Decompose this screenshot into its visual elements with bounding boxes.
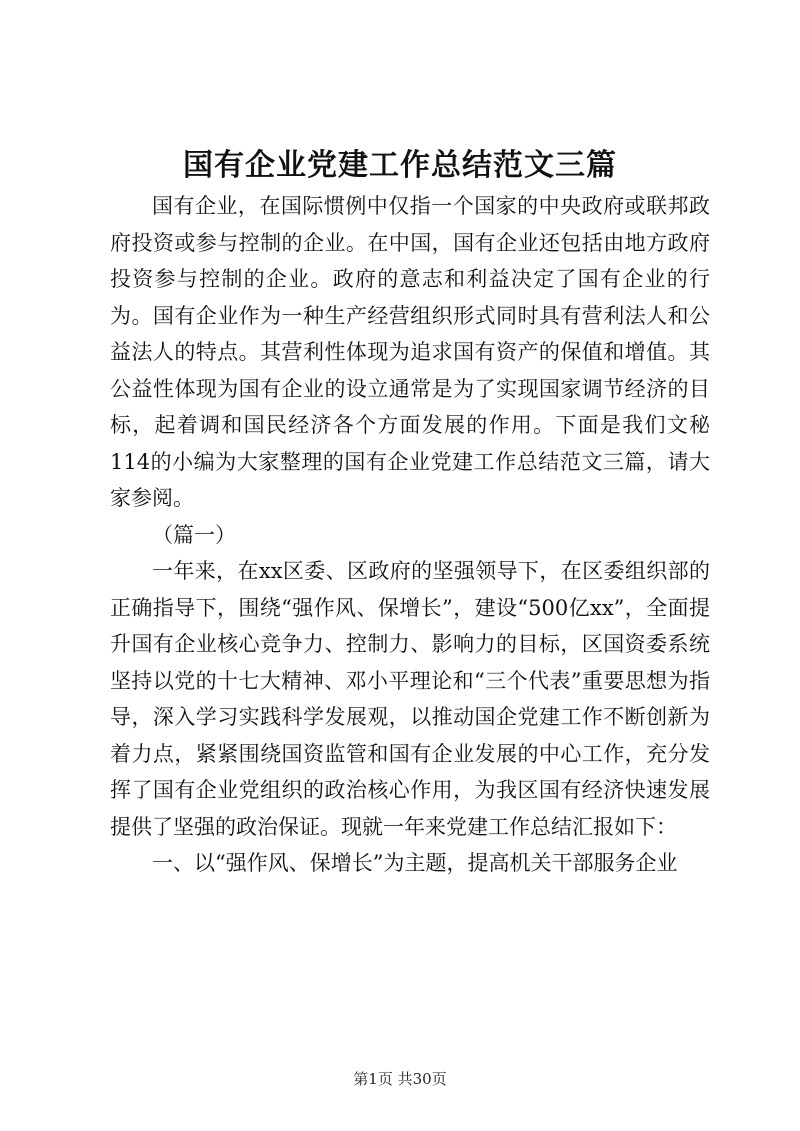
- paragraph-section-one-heading: 一、以“强作风、保增长”为主题，提高机关干部服务企业: [152, 851, 678, 875]
- document-title: 国有企业党建工作总结范文三篇: [183, 148, 617, 183]
- document-body: [110, 188, 710, 882]
- section-heading-part-one: （篇一）: [152, 522, 236, 547]
- paragraph-intro: 国有企业，在国际惯例中仅指一个国家的中央政府或联邦政府投资或参与控制的企业。在中国，国有企业还包括由地方政府投资参与控制的企业。政府的意志和利益决定了国有企业的行为。国有企业作为一种生产经营组织形式同时具有营利法人和公益法人的特点。其营利性体现为追求国有资产的保值和增值。其公益性体现为国有企业的设立通常是为了实现国家调节经济的目标，起着调和国民经济各个方面发展的作用。下面是我们文秘114的小编为大家整理的国有企业党建工作总结范文三篇，请大家参阅。: [110, 194, 710, 510]
- page-number-footer: 第1页 共30页: [353, 1070, 447, 1088]
- paragraph-summary: 一年来，在xx区委、区政府的坚强领导下，在区委组织部的正确指导下，围绕“强作风、保增长”，建设“500亿xx”，全面提升国有企业核心竞争力、控制力、影响力的目标，区国资委系统坚持以党的十七大精神、邓小平理论和“三个代表”重要思想为指导，深入学习实践科学发展观，以推动国企党建工作不断创新为着力点，紧紧围绕国资监管和国有企业发展的中心工作，充分发挥了国有企业党组织的政治核心作用，为我区国有经济快速发展提供了坚强的政治保证。现就一年来党建工作总结汇报如下：: [110, 559, 710, 839]
